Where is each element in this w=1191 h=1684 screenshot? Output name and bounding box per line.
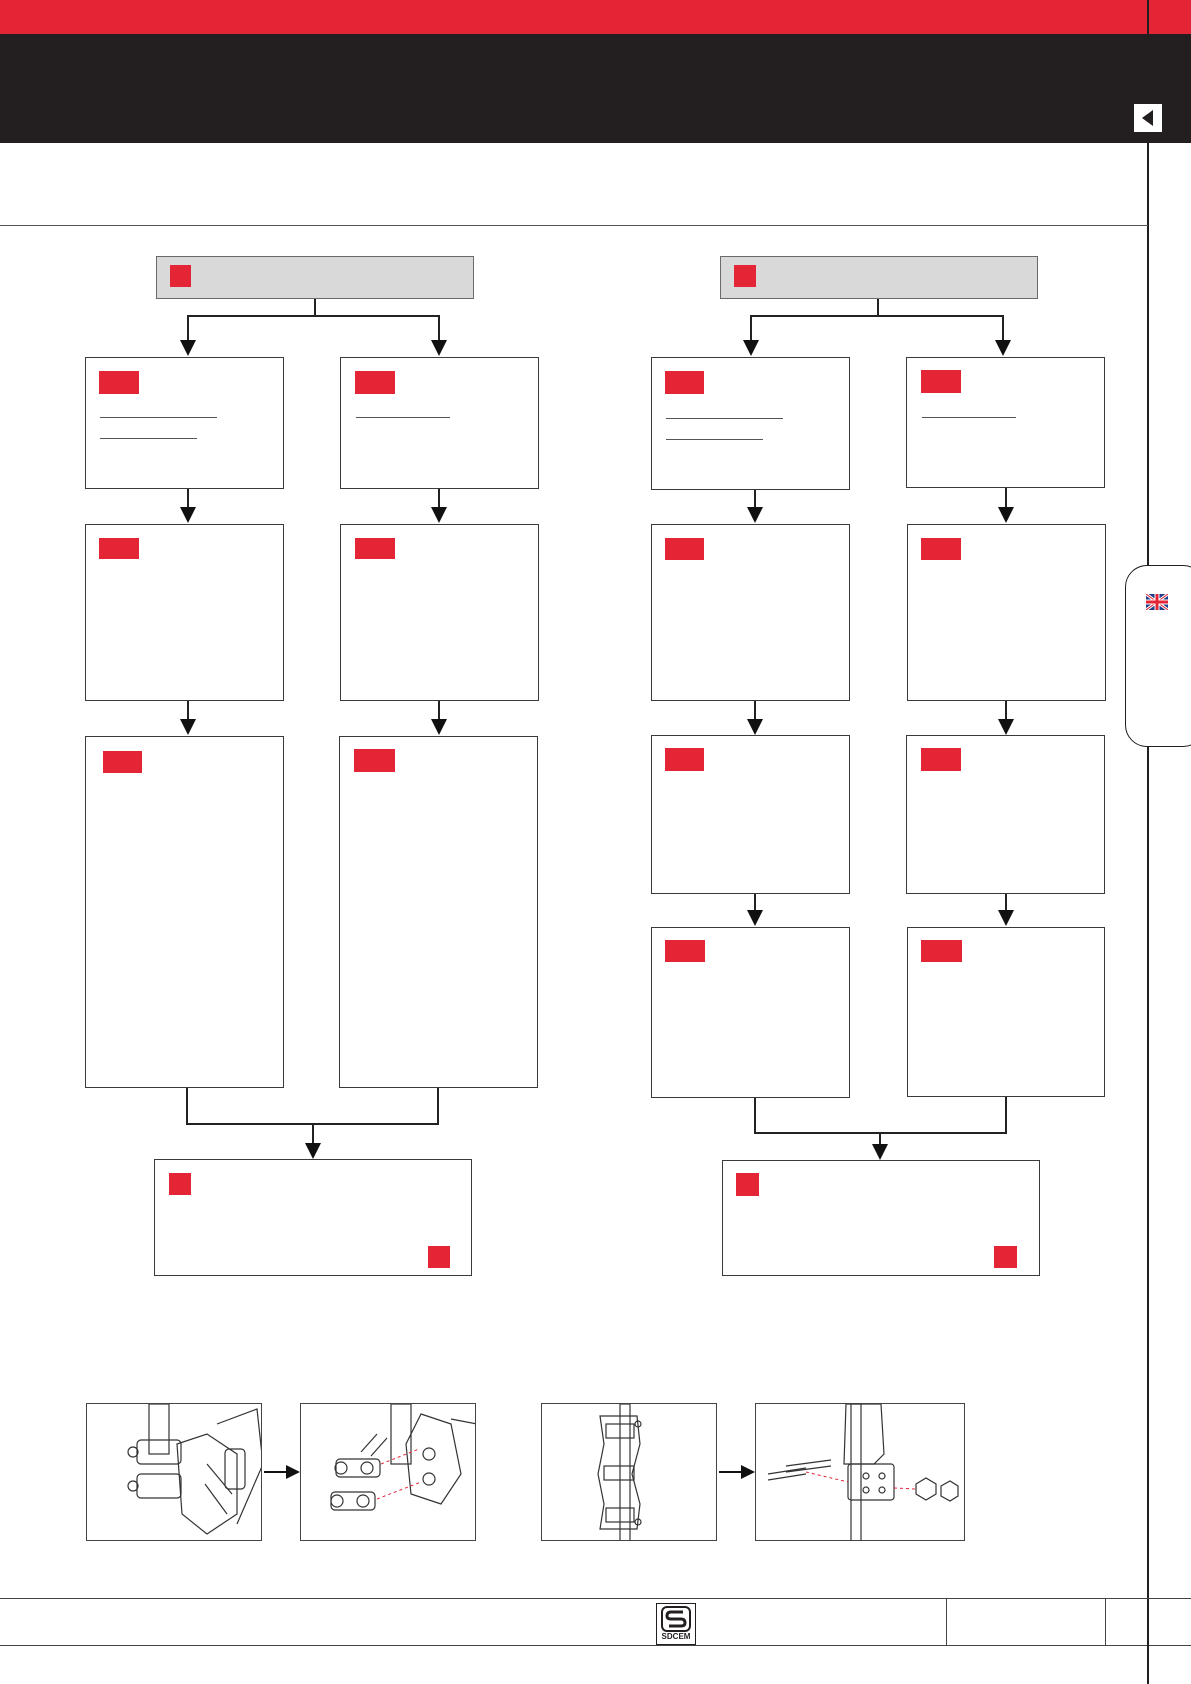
illustration-hinge-exploded [755,1403,965,1541]
arrow-down-icon [431,340,447,356]
arrow-down-icon [305,1143,321,1159]
connector [187,701,189,719]
arrow-right-icon [264,1465,300,1479]
step-tag [665,940,705,962]
connector [312,1123,314,1143]
arrow-down-icon [747,507,763,523]
text-underline [666,439,763,440]
step-tag [355,371,395,394]
back-button[interactable] [1134,104,1162,132]
flow-result-box [722,1160,1040,1276]
language-tab[interactable] [1125,565,1191,747]
footer-divider [946,1598,947,1645]
arrow-down-icon [747,719,763,735]
arrow-down-icon [747,910,763,926]
illustration-clamp-exploded [300,1403,476,1541]
step-tag [354,749,395,772]
footer-bottom-rule [0,1645,1191,1646]
footer-top-rule [0,1598,1191,1599]
arrow-down-icon [998,719,1014,735]
illustration-clamp-assembled [86,1403,262,1541]
connector [750,315,752,340]
top-red-bar [0,0,1191,34]
result-tag [428,1246,450,1268]
arrow-down-icon [743,340,759,356]
flow-step-box [339,736,538,1088]
connector [754,1098,756,1134]
flow-left-header-tag [170,265,191,287]
connector [187,315,440,317]
result-tag [736,1173,759,1196]
arrow-down-icon [431,507,447,523]
connector [438,315,440,340]
flow-step-box [85,736,284,1088]
step-tag [355,538,395,559]
flow-left-header-box [156,256,474,299]
flow-right-header-box [720,256,1038,299]
step-tag [921,538,961,560]
text-underline [100,438,197,439]
step-tag [921,940,962,962]
step-tag [99,371,139,394]
connector [1005,701,1007,719]
top-red-bar-divider [1147,0,1149,34]
step-tag [921,370,961,393]
triangle-left-icon [1134,104,1162,132]
header-band [0,34,1191,143]
title-rule [0,225,1148,226]
arrow-down-icon [180,507,196,523]
connector [187,315,189,340]
step-tag [99,538,139,559]
arrow-right-icon [719,1465,755,1479]
text-underline [666,418,783,419]
footer-divider [1105,1598,1106,1645]
illustration-hinge-assembled [541,1403,717,1541]
connector [437,1088,439,1125]
arrow-down-icon [180,340,196,356]
text-underline [922,417,1016,418]
logo-text: SDCEM [661,1632,691,1641]
connector [438,489,440,507]
connector [1005,1097,1007,1134]
arrow-down-icon [995,340,1011,356]
arrow-down-icon [180,719,196,735]
connector [754,701,756,719]
step-tag [665,748,704,771]
connector [186,1088,188,1125]
step-tag [103,751,142,773]
arrow-down-icon [998,507,1014,523]
connector [1005,488,1007,508]
uk-flag-icon [1146,594,1168,610]
result-tag [169,1173,191,1195]
footer-divider [1147,1645,1149,1684]
connector [750,315,1004,317]
arrow-down-icon [431,719,447,735]
flow-result-box [154,1159,472,1276]
connector [438,701,440,719]
connector [187,489,189,507]
sdcem-logo [656,1603,696,1645]
right-margin-line [1147,143,1149,1684]
connector [1002,315,1004,340]
arrow-down-icon [872,1144,888,1160]
step-tag [665,538,704,560]
step-tag [921,748,961,771]
step-tag [665,371,704,394]
flow-right-header-tag [734,265,756,287]
arrow-down-icon [998,910,1014,926]
text-underline [356,417,450,418]
result-tag [994,1246,1017,1268]
text-underline [100,417,217,418]
connector [754,490,756,508]
